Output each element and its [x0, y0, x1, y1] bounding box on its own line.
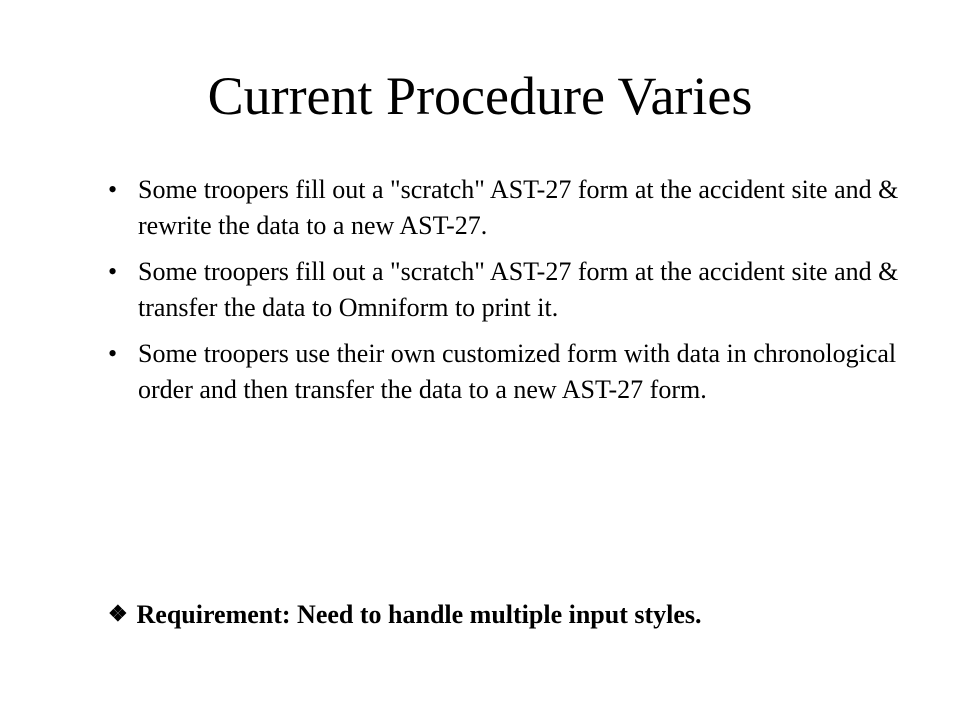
bullet-text: Some troopers fill out a "scratch" AST-27 form at the accident site and & rewrite the data to a new AST-27.: [138, 175, 899, 240]
bullet-item: [108, 172, 908, 244]
requirement-note: [108, 596, 702, 633]
bullet-item: [108, 254, 908, 326]
bullet-icon: •: [108, 175, 118, 204]
bullet-text: Some troopers use their own customized form with data in chronological order and then transfer the data to a new AST-27 form.: [138, 339, 897, 404]
bullet-text: Some troopers fill out a "scratch" AST-27 form at the accident site and & transfer the data to Omniform to print it.: [138, 257, 899, 322]
requirement-text: Requirement: Need to handle multiple input styles.: [136, 600, 702, 629]
bullet-item: [108, 336, 908, 408]
bullet-icon: •: [108, 339, 118, 368]
slide-title: Current Procedure Varies: [207, 66, 753, 126]
bullet-list: [108, 172, 908, 418]
four-diamond-icon: ❖: [108, 601, 128, 626]
bullet-icon: •: [108, 257, 118, 286]
